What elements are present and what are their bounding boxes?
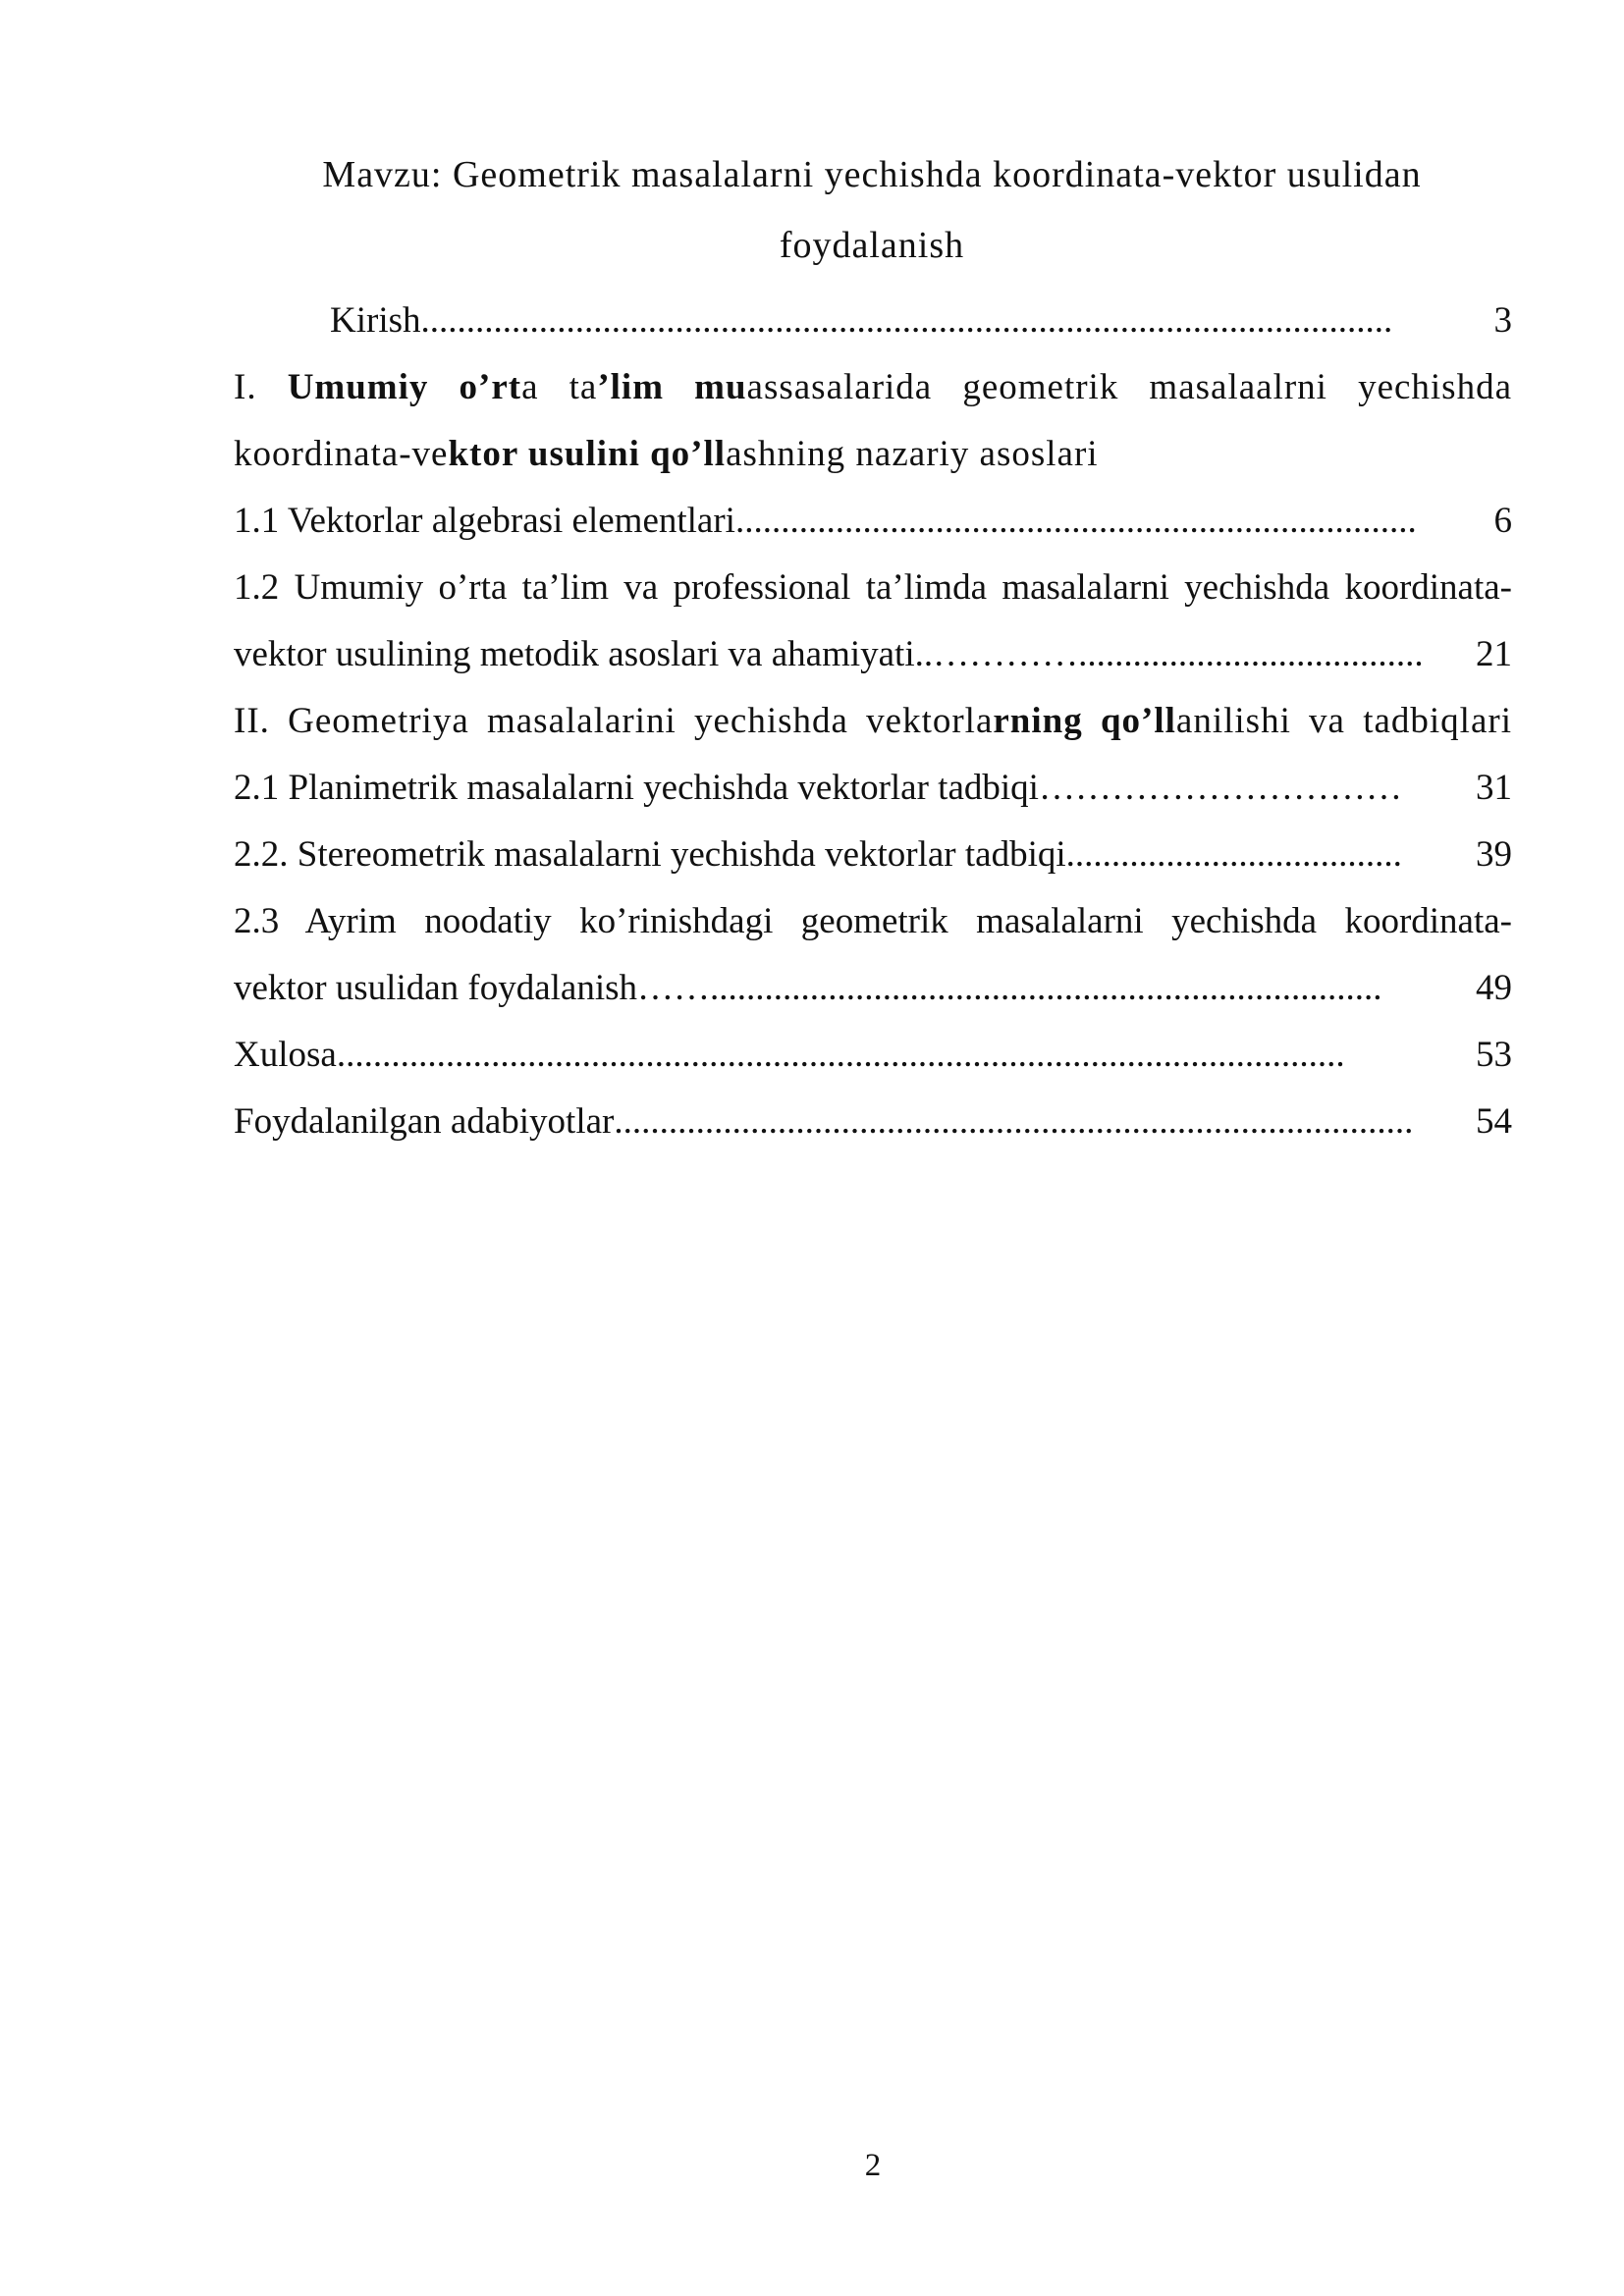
toc-entry-2-1[interactable] <box>234 755 1512 822</box>
toc-entry-title: vektor usulidan foydalanish <box>234 968 638 1008</box>
toc-dot-leader: ........................................................................... <box>734 501 1417 541</box>
toc-section-2[interactable] <box>234 688 1512 755</box>
section-1-bold-part: ’lim mu <box>597 367 747 407</box>
topic-title-line-1: Mavzu: Geometrik masalalarni yechishda koordinata-vektor usulidan <box>322 154 1422 195</box>
topic-title-line-2: foydalanish <box>779 225 965 266</box>
toc-entry-2-2[interactable] <box>234 822 1512 888</box>
section-2-bold-part: rning qo’ll <box>993 701 1176 741</box>
toc-entry-title: Kirish <box>330 300 421 341</box>
toc-page-number: 54 <box>1476 1101 1512 1142</box>
toc-entry-1-1[interactable] <box>234 488 1512 555</box>
toc-entry-1-2-line-1[interactable]: 1.2 Umumiy o’rta ta’lim va professional ta’limda masalalarni yechishda koordinata- <box>234 567 1512 608</box>
page-number: 2 <box>864 2148 882 2183</box>
toc-entry-title: 2.2. Stereometrik masalalarni yechishda vektorlar tadbiqi <box>234 834 1066 875</box>
toc-page-number: 39 <box>1476 834 1512 875</box>
toc-entry-title: Xulosa <box>234 1035 337 1075</box>
toc-dot-leader: ........................................................................................................... <box>420 300 1393 341</box>
section-1-bold-part: ktor usulini qo’ll <box>448 434 727 474</box>
toc-entry-kirish[interactable] <box>234 288 1512 354</box>
toc-dot-leader: …….......................................................................... <box>637 968 1382 1008</box>
toc-page-number: 53 <box>1476 1035 1512 1075</box>
toc-dot-leader: ........................................................................................ <box>614 1101 1414 1142</box>
toc-dot-leader: ..................................... <box>1065 834 1402 875</box>
toc-entry-title: vektor usulining metodik asoslari va ahamiyati <box>234 634 915 674</box>
toc-entry-title: Foydalanilgan adabiyotlar <box>234 1101 615 1142</box>
toc-dot-leader: ..…………...................................... <box>914 634 1424 674</box>
toc-entry-title: 1.1 Vektorlar algebrasi elementlari <box>234 501 735 541</box>
table-of-contents <box>234 288 1512 1155</box>
toc-section-1-line-2[interactable] <box>234 421 1512 488</box>
section-1-text-part: assasalarida geometrik masalaalrni yechishda <box>746 367 1512 407</box>
toc-page-number: 6 <box>1493 501 1512 541</box>
section-1-text-part: ashning nazariy asoslari <box>726 434 1099 474</box>
section-1-bold-part: Umumiy o’rt <box>287 367 522 407</box>
toc-dot-leader: ............................................................................................................... <box>336 1035 1345 1075</box>
toc-entry-2-3-line-1[interactable]: 2.3 Ayrim noodatiy ko’rinishdagi geometrik masalalarni yechishda koordinata- <box>234 901 1512 941</box>
section-1-text-part: I. <box>234 367 288 407</box>
toc-entry-1-2-line-2[interactable] <box>234 621 1512 688</box>
toc-page-number: 31 <box>1476 768 1512 808</box>
toc-entry-2-3-line-2[interactable] <box>234 955 1512 1022</box>
section-1-text-part: koordinata-ve <box>234 434 449 474</box>
toc-section-1-line-1[interactable] <box>234 354 1512 421</box>
toc-page-number: 49 <box>1476 968 1512 1008</box>
toc-entry-xulosa[interactable] <box>234 1022 1512 1089</box>
section-2-text-part: II. Geometriya masalalarini yechishda vektorla <box>234 701 994 741</box>
toc-entry-adabiyotlar[interactable] <box>234 1089 1512 1155</box>
toc-entry-title: 2.1 Planimetrik masalalarni yechishda vektorlar tadbiqi <box>234 768 1039 808</box>
section-1-text-part: a ta <box>521 367 598 407</box>
toc-page-number: 3 <box>1493 300 1512 341</box>
section-2-text-part: anilishi va tadbiqlari <box>1175 701 1512 741</box>
toc-dot-leader: ………………………… <box>1038 768 1402 808</box>
toc-page-number: 21 <box>1476 634 1512 674</box>
